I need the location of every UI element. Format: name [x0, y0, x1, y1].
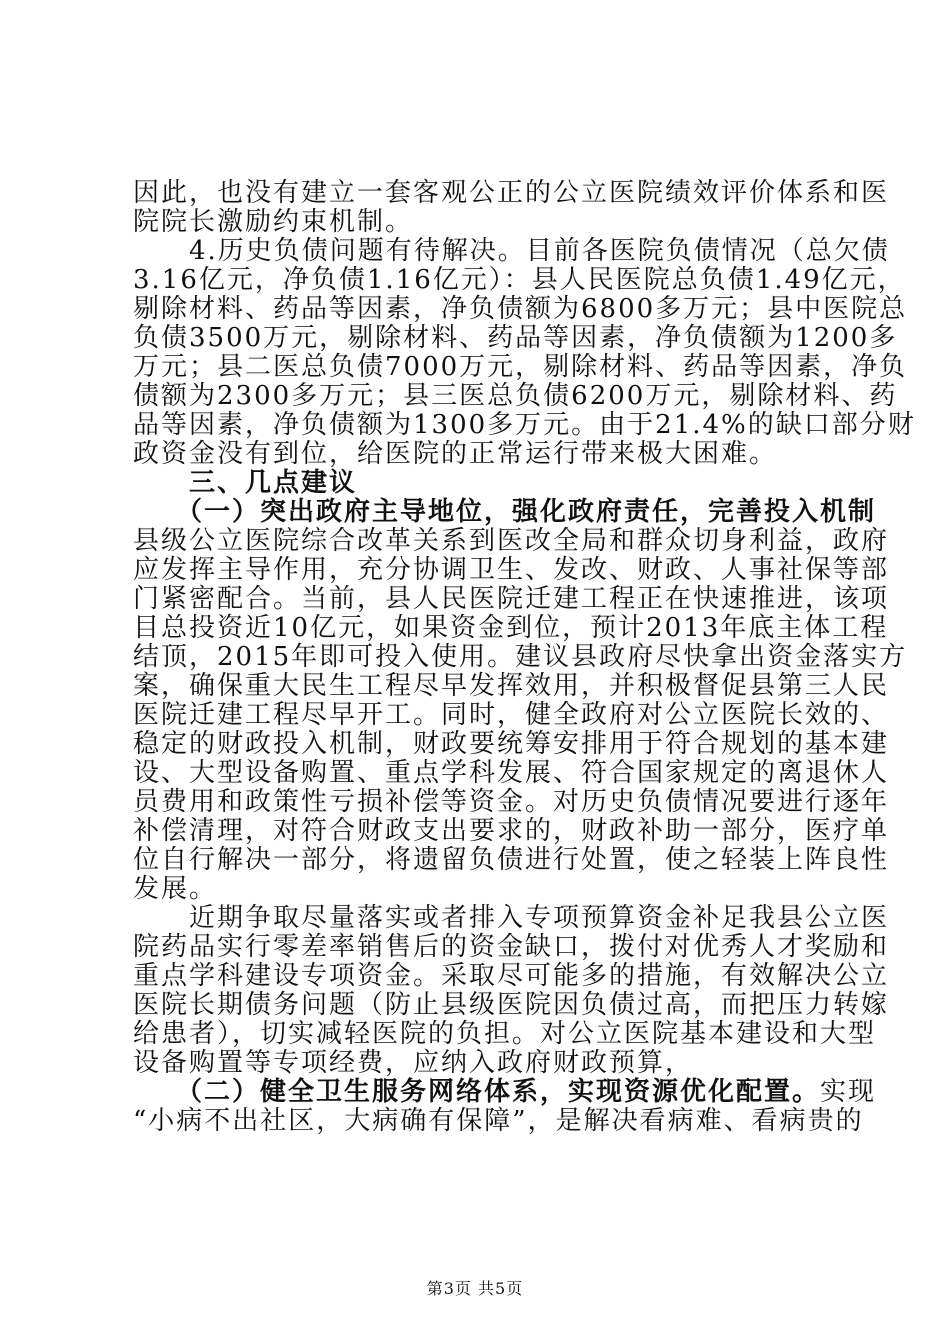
text-line: 债额为2300多万元；县三医总负债6200万元，剔除材料、药: [133, 381, 898, 411]
text-line: 应发挥主导作用，充分协调卫生、发改、财政、人事社保等部: [133, 555, 890, 585]
text-line: 门紧密配合。当前，县人民医院迁建工程正在快速推进，该项: [133, 584, 890, 614]
text-line: “小病不出社区，大病确有保障”，是解决看病难、看病贵的: [133, 1106, 864, 1136]
text-line: 剔除材料、药品等因素，净负债额为6800多万元；县中医院总: [133, 294, 908, 324]
text-line: 4.历史负债问题有待解决。目前各医院负债情况（总欠债: [133, 236, 890, 266]
text-line: 院药品实行零差率销售后的资金缺口，拨付对优秀人才奖励和: [133, 932, 890, 962]
text-line: 3.16亿元，净负债1.16亿元）：县人民医院总负债1.49亿元，: [133, 265, 906, 295]
text-line: 设备购置等专项经费，应纳入政府财政预算，: [133, 1048, 694, 1078]
text-line: 近期争取尽量落实或者排入专项预算资金补足我县公立医: [133, 903, 890, 933]
text-line: 负债3500万元，剔除材料、药品等因素，净负债额为1200多: [133, 323, 898, 353]
text-line: 品等因素，净负债额为1300多万元。由于21.4%的缺口部分财: [133, 410, 916, 440]
text-line: 结顶，2015年即可投入使用。建议县政府尽快拿出资金落实方: [133, 642, 908, 672]
text-line: 设、大型设备购置、重点学科发展、符合国家规定的离退休人: [133, 758, 890, 788]
text-line: 员费用和政策性亏损补偿等资金。对历史负债情况要进行逐年: [133, 787, 890, 817]
text-line: 位自行解决一部分，将遗留负债进行处置，使之轻装上阵良性: [133, 845, 890, 875]
text-fragment: 实现: [820, 1077, 877, 1107]
text-line: 院院长激励约束机制。: [133, 207, 414, 237]
text-line: 万元；县二医总负债7000万元，剔除材料、药品等因素，净负: [133, 352, 908, 382]
text-line: 政资金没有到位，给医院的正常运行带来极大困难。: [133, 439, 778, 469]
text-line: 给患者），切实减轻医院的负担。对公立医院基本建设和大型: [133, 1019, 877, 1049]
text-line: 医院长期债务问题（防止县级医院因负债过高，而把压力转嫁: [133, 990, 890, 1020]
subsection-heading: （一）突出政府主导地位，强化政府责任，完善投入机制: [133, 497, 877, 527]
text-line: 补偿清理，对符合财政支出要求的，财政补助一部分，医疗单: [133, 816, 890, 846]
text-line: 发展。: [133, 874, 218, 904]
text-line: 目总投资近10亿元，如果资金到位，预计2013年底主体工程: [133, 613, 889, 643]
text-line: 稳定的财政投入机制，财政要统筹安排用于符合规划的基本建: [133, 729, 890, 759]
text-line: 重点学科建设专项资金。采取尽可能多的措施，有效解决公立: [133, 961, 890, 991]
subsection-heading: （二）健全卫生服务网络体系，实现资源优化配置。: [133, 1077, 821, 1107]
text-line: 因此，也没有建立一套客观公正的公立医院绩效评价体系和医: [133, 178, 890, 208]
text-line: 医院迁建工程尽早开工。同时，健全政府对公立医院长效的、: [133, 700, 890, 730]
text-line: 案，确保重大民生工程尽早发挥效用，并积极督促县第三人民: [133, 671, 890, 701]
page-footer: 第3页 共5页: [426, 1279, 524, 1298]
mixed-line: [133, 1077, 877, 1107]
text-line: 县级公立医院综合改革关系到医改全局和群众切身利益，政府: [133, 526, 890, 556]
section-heading: 三、几点建议: [133, 468, 358, 498]
